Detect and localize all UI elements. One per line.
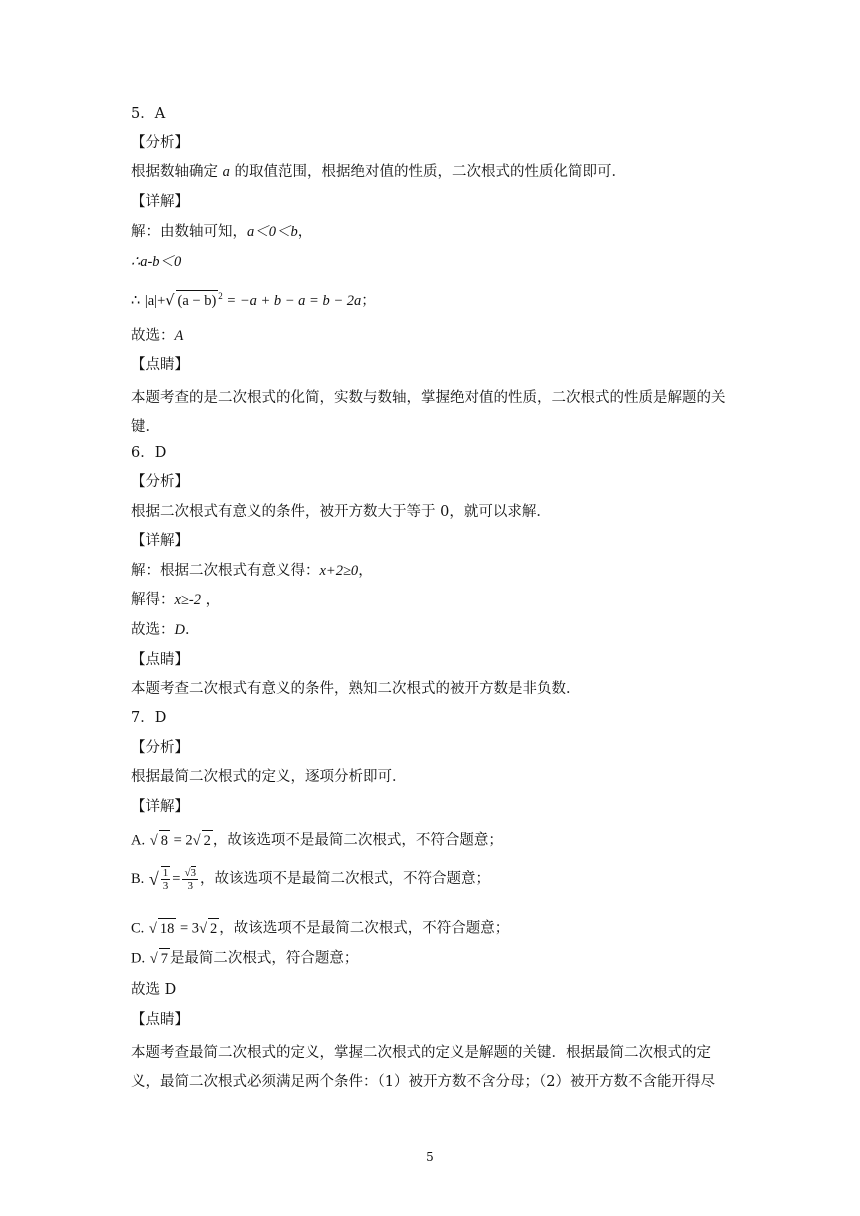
q5-solution-line-2: ∴a-b＜0 xyxy=(131,254,182,270)
q7-analysis-text: 根据最简二次根式的定义，逐项分析即可． xyxy=(131,769,407,785)
q7-choice: 故选 D xyxy=(131,982,177,998)
q6-comment-text: 本题考查二次根式有意义的条件，熟知二次根式的被开方数是非负数． xyxy=(131,681,581,697)
sqrt-symbol: √ (a − b) xyxy=(165,290,218,311)
q5-choice: 故选：A xyxy=(131,328,184,344)
q6-heading: 6．D xyxy=(131,445,167,461)
q5-comment-text: 本题考查的是二次根式的化简，实数与数轴，掌握绝对值的性质，二次根式的性质是解题的关键． xyxy=(131,390,726,435)
q7-option-c: C. √ 18 = 3√ 2 ，故该选项不是最简二次根式，不符合题意； xyxy=(131,918,509,939)
q7-comment-tag: 【点睛】 xyxy=(131,1012,189,1028)
q5-comment-tag: 【点睛】 xyxy=(131,357,189,373)
q7-option-d: D. √ 7 是最简二次根式，符合题意； xyxy=(131,948,358,969)
q6-detail-tag: 【详解】 xyxy=(131,533,189,549)
q6-comment-tag: 【点睛】 xyxy=(131,652,189,668)
q7-heading: 7．D xyxy=(131,710,167,726)
q6-choice: 故选：D． xyxy=(131,622,200,638)
q5-analysis-tag: 【分析】 xyxy=(131,135,189,151)
q6-analysis-tag: 【分析】 xyxy=(131,474,189,490)
q7-option-b: B. √ $\frac{1}{3}$ = $\frac{√3}{3}$ ，故该选项不是最简二次根式，不符合题意； xyxy=(131,866,491,892)
q5-analysis-text: 根据数轴确定 a 的取值范围，根据绝对值的性质，二次根式的性质化简即可． xyxy=(131,164,626,180)
q7-option-a: A. √ 8 = 2√ 2 ，故该选项不是最简二次根式，不符合题意； xyxy=(131,830,503,851)
q5-solution-line-1: 解：由数轴可知，a＜0＜b， xyxy=(131,224,313,240)
q5-detail-tag: 【详解】 xyxy=(131,194,189,210)
q5-heading: 5．A xyxy=(131,106,166,122)
page-number: 5 xyxy=(426,1150,434,1164)
q6-solution-line-1: 解：根据二次根式有意义得：x+2≥0， xyxy=(131,563,373,579)
q7-analysis-tag: 【分析】 xyxy=(131,740,189,756)
q7-comment-text: 本题考查最简二次根式的定义，掌握二次根式的定义是解题的关键．根据最简二次根式的定义，最简二次根式必须满足两个条件：（1）被开方数不含分母；（2）被开方数不含能开得尽 xyxy=(131,1045,715,1090)
q5-solution-line-3: ∴ |a|+√ (a − b) $^2$ = −a + b − a = b − 2a； xyxy=(131,291,376,310)
q7-detail-tag: 【详解】 xyxy=(131,799,189,815)
q6-analysis-text: 根据二次根式有意义的条件，被开方数大于等于 0，就可以求解． xyxy=(131,504,551,520)
q6-solution-line-2: 解得：x≥-2 ， xyxy=(131,592,221,608)
